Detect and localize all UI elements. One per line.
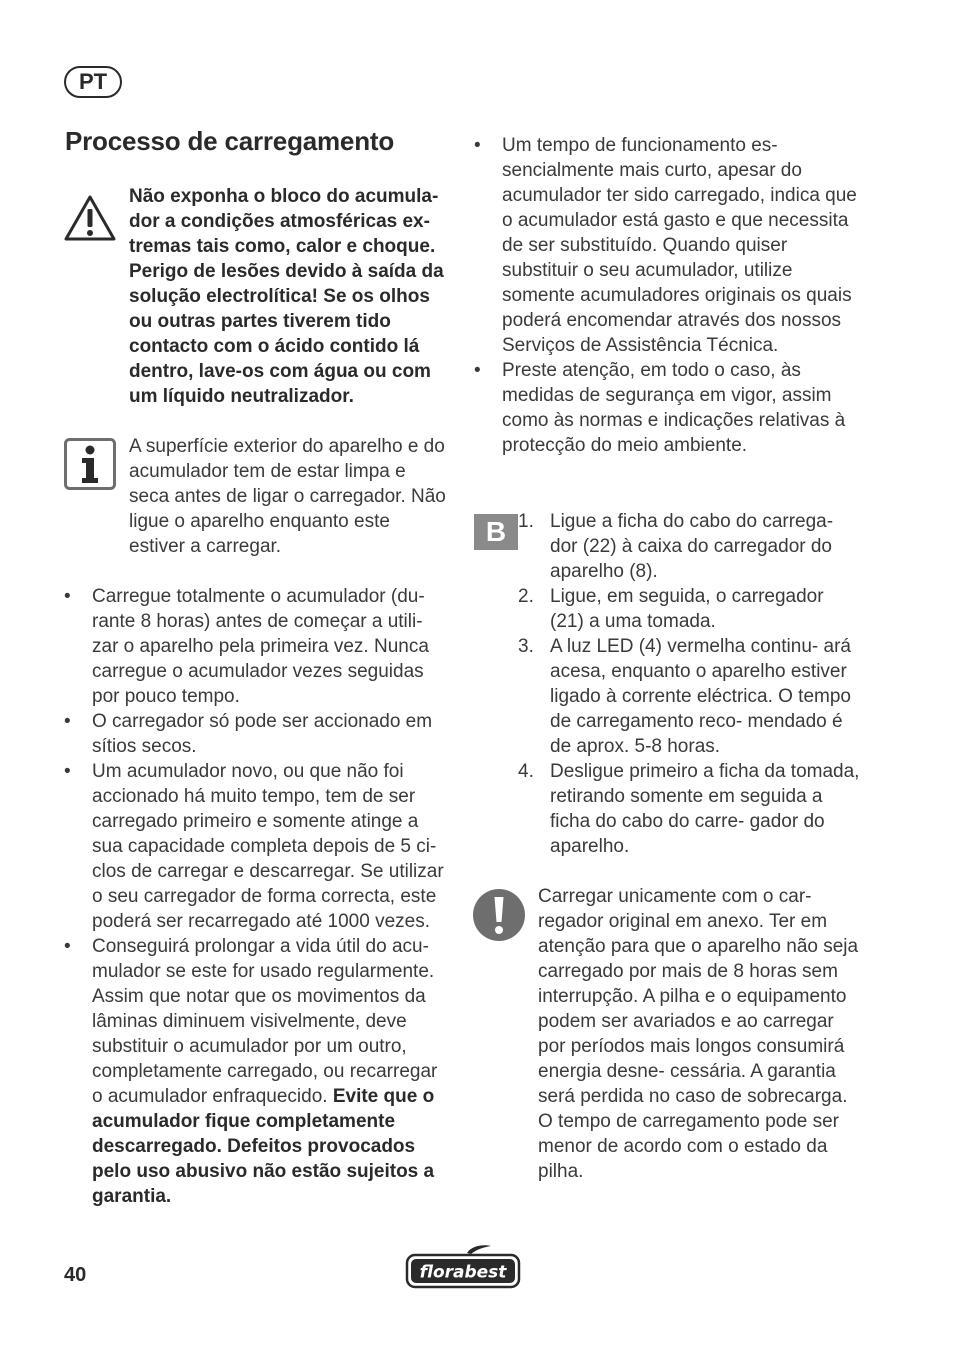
exclamation-icon <box>472 888 526 942</box>
florabest-logo <box>405 1244 521 1290</box>
info-icon <box>64 438 116 490</box>
right-bullet-list <box>474 133 862 458</box>
step-text: Desligue primeiro a ficha da tomada, retirando somente em seguida a ficha do cabo do carre- gador do aparelho. <box>550 761 860 857</box>
list-item-bold-text: Evite que o acumulador fique completamente descarregado. Defeitos provocados pelo uso abusivo não estão sujeitos a garantia. <box>92 1086 435 1207</box>
attention-text: Carregar unicamente com o car- regador original em anexo. Ter em atenção para que o aparelho não seja carregado por mais de 8 horas sem interrupção. A pilha e o equipamento podem ser avariados e ao carregar por períodos mais longos consumirá energia desne- cessária. A garantia será perdida no caso de sobrecarga. O tempo de carregamento pode ser menor de acordo com o estado da pilha. <box>538 886 859 1182</box>
step-number: 3. <box>518 636 534 657</box>
list-item: • Um acumulador novo, ou que não foi accionado há muito tempo, tem de ser carregado primeiro e somente atinge a sua capacidade completa depois de 5 ci- clos de carregar e descarregar. Se utilizar o seu carregador de forma correcta, este poderá ser recarregado até 1000 vezes. <box>64 759 450 934</box>
step-text: Ligue, em seguida, o carregador (21) a uma tomada. <box>550 586 824 632</box>
step-item <box>518 759 862 859</box>
section-b-badge: B <box>474 514 518 550</box>
list-item: • Preste atenção, em todo o caso, às medidas de segurança em vigor, assim como às normas e indicações relativas à protecção do meio ambiente. <box>474 358 862 458</box>
left-bullet-list <box>64 584 450 1209</box>
step-number: 4. <box>518 761 534 782</box>
language-badge: PT <box>64 66 122 98</box>
step-item <box>518 634 862 759</box>
list-item: • Um tempo de funcionamento es- sencialmente mais curto, apesar do acumulador ter sido carregado, indica que o acumulador está gasto e que necessita de ser substituído. Quando quiser substituir o seu acumulador, utilize somente acumuladores originais os quais poderá encomendar através dos nossos Serviços de Assistência Técnica. <box>474 133 862 358</box>
list-item-text: Conseguirá prolongar a vida útil do acu- mulador se este for usado regularmente. Assim que notar que os movimentos da lâminas diminuem visivelmente, deve substituir o acumulador por um outro, completamente carregado, ou recarregar o acumulador enfraquecido. <box>92 936 438 1107</box>
step-item <box>518 509 862 584</box>
page-number: 40 <box>64 1264 87 1286</box>
step-number: 2. <box>518 586 534 607</box>
page-title: Processo de carregamento <box>65 126 395 156</box>
step-number: 1. <box>518 511 534 532</box>
info-text: A superfície exterior do aparelho e do acumulador tem de estar limpa e seca antes de ligar o carregador. Não ligue o aparelho enquanto este estiver a carregar. <box>129 436 446 557</box>
steps-list <box>518 509 862 859</box>
list-item: • O carregador só pode ser accionado em sítios secos. <box>64 709 450 759</box>
warning-text: Não exponha o bloco do acumula- dor a condições atmosféricas ex- tremas tais como, calor e choque. Perigo de lesões devido à saída da solução electrolítica! Se os olhos ou outras partes tiverem tido contacto com o ácido contido lá dentro, lave-os com água ou com um líquido neutralizador. <box>129 186 444 407</box>
step-text: A luz LED (4) vermelha continu- ará acesa, enquanto o aparelho estiver ligado à corrente eléctrica. O tempo de carregamento reco- mendado é de aprox. 5-8 horas. <box>550 636 851 757</box>
brand-name: florabest <box>419 1262 507 1283</box>
step-text: Ligue a ficha do cabo do carrega- dor (22) à caixa do carregador do aparelho (8). <box>550 511 834 582</box>
list-item: • Carregue totalmente o acumulador (du- rante 8 horas) antes de começar a utili- zar o aparelho pela primeira vez. Nunca carregue o acumulador vezes seguidas por pouco tempo. <box>64 584 450 709</box>
step-item <box>518 584 862 634</box>
warning-triangle-icon <box>64 194 116 242</box>
list-item <box>64 934 450 1209</box>
